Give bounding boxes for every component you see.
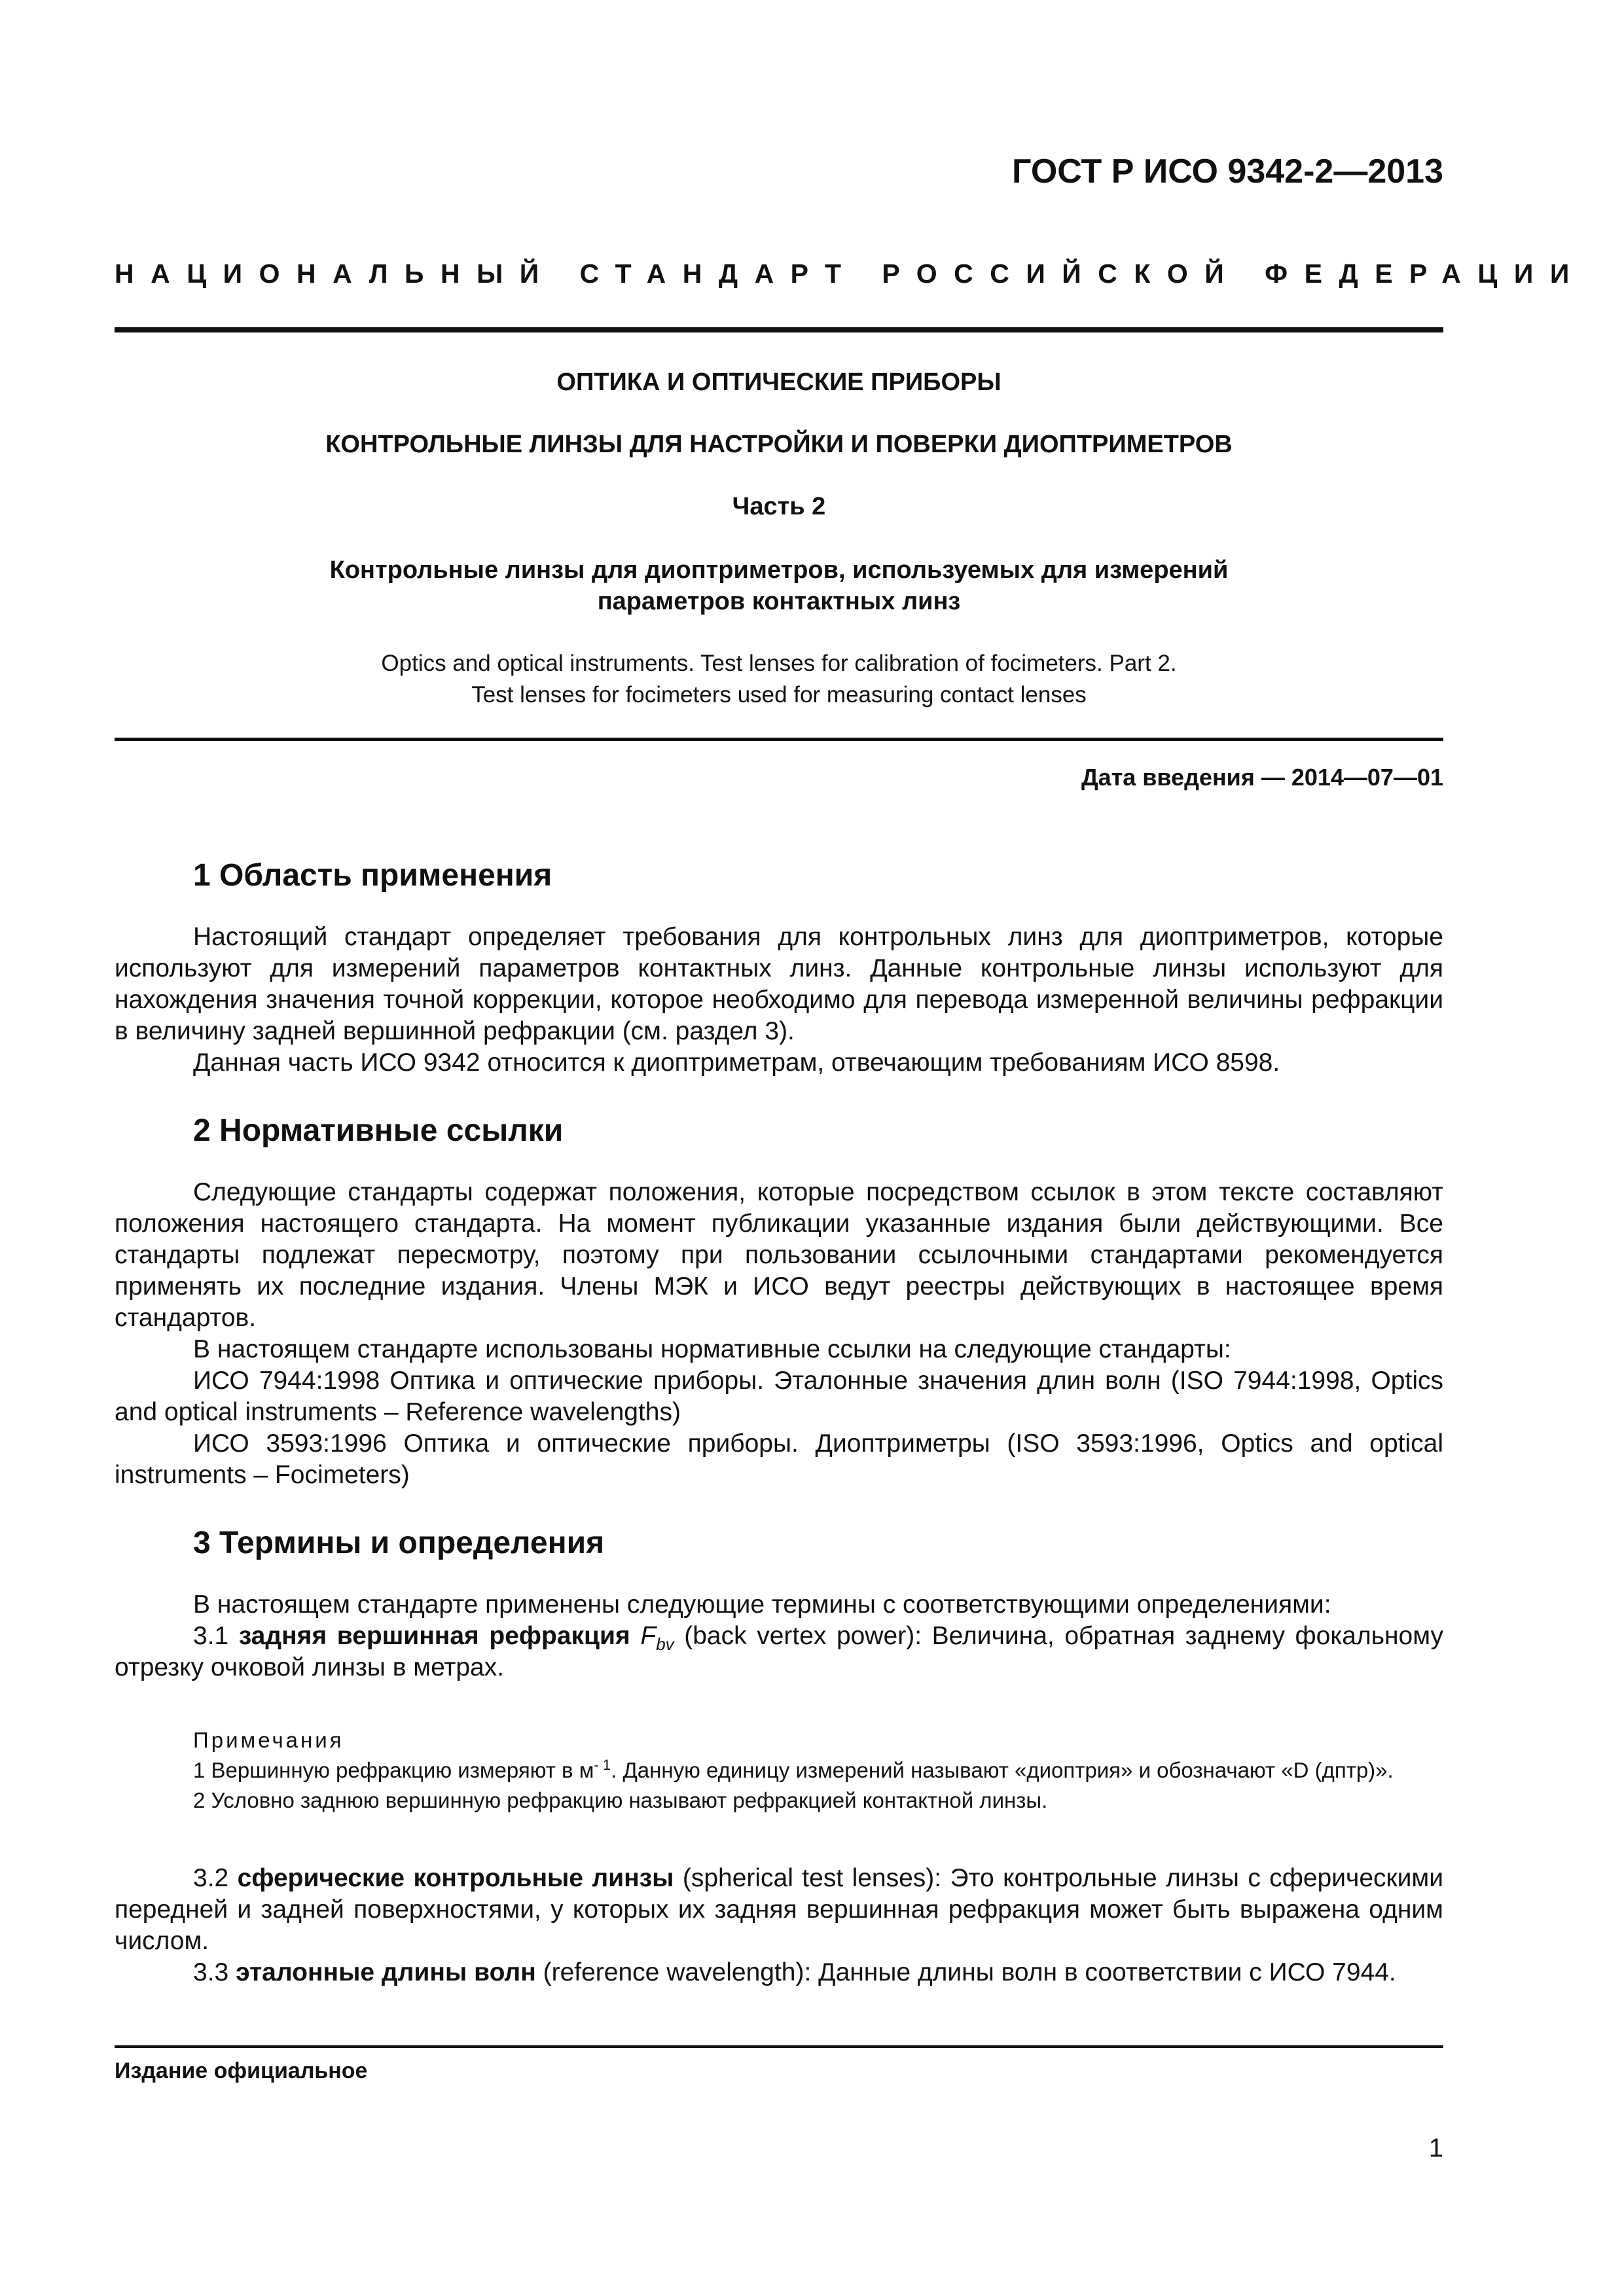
section-3-intro: В настоящем стандарте применены следующие термины с соответствующими определениями:: [193, 1590, 1331, 1619]
section-1-paragraph: Данная часть ИСО 9342 относится к диоптриметрам, отвечающим требованиям ИСО 8598.: [193, 1049, 1280, 1077]
section-1-body: [115, 922, 1443, 1079]
national-standard-banner: НАЦИОНАЛЬНЫЙ СТАНДАРТ РОССИЙСКОЙ ФЕДЕРАЦИИ: [115, 259, 1586, 289]
document-number: ГОСТ Р ИСО 9342-2—2013: [1012, 152, 1443, 190]
section-2-body: [115, 1177, 1443, 1491]
section-3-terms-continued: [115, 1863, 1443, 1988]
notes-heading: Примечания: [193, 1728, 344, 1752]
english-title-line-2: Test lenses for focimeters used for measuring contact lenses: [471, 682, 1087, 708]
header-divider: [115, 327, 1443, 332]
page-number: 1: [1428, 2134, 1443, 2162]
date-of-introduction: Дата введения — 2014—07—01: [1081, 764, 1443, 791]
note-2: 2 Условно заднюю вершинную рефракцию называют рефракцией контактной линзы.: [193, 1788, 1048, 1812]
note-1: 1 Вершинную рефракцию измеряют в $м^{- 1}$. Данную единицу измерений называют «диоптрия» и обозначают «D (дптр)».: [193, 1757, 1394, 1782]
term-3-1-name: задняя вершинная рефракция: [238, 1622, 630, 1650]
section-1-paragraph: Настоящий стандарт определяет требования для контрольных линз для диоптриметров, которые используют для измерений параметров контактных линз. Данные контрольные линзы используют для нахождения значения точной коррекции, которое необходимо для перевода измеренной величины рефракции в величину задней вершинной рефракции (см. раздел 3).: [115, 923, 1443, 1045]
notes-block: [115, 1725, 1443, 1816]
section-3-heading: 3 Термины и определения: [193, 1526, 605, 1560]
footer-divider: [115, 2045, 1443, 2048]
term-3-1: [115, 1621, 1443, 1683]
section-3-body: [115, 1589, 1443, 1683]
title-line-1: ОПТИКА И ОПТИЧЕСКИЕ ПРИБОРЫ: [556, 368, 1001, 396]
term-3-1-number: 3.1: [193, 1622, 229, 1650]
section-2-reference: ИСО 7944:1998 Оптика и оптические приборы. Эталонные значения длин волн (ISO 7944:1998, Optics and optical instruments – Reference wavelengths): [115, 1367, 1443, 1426]
term-3-1-symbol: $F_{bv}$: [640, 1622, 674, 1654]
official-edition-label: Издание официальное: [115, 2058, 368, 2083]
section-2-heading: 2 Нормативные ссылки: [193, 1113, 564, 1148]
section-2-paragraph: Следующие стандарты содержат положения, которые посредством ссылок в этом тексте составляют положения настоящего стандарта. На момент публикации указанные издания были действующими. Все стандарты подлежат пересмотру, поэтому при пользовании ссылочными стандартами рекомендуется применять их последние издания. Члены МЭК и ИСО ведут реестры действующих в настоящее время стандартов.: [115, 1178, 1443, 1332]
term-3-2: 3.2 сферические контрольные линзы (spherical test lenses): Это контрольные линзы с сферическими передней и задней поверхностями, у которых их задняя вершинная рефракция может быть выражена одним числом.: [115, 1864, 1443, 1955]
section-2-reference: ИСО 3593:1996 Оптика и оптические приборы. Диоптриметры (ISO 3593:1996, Optics and optical instruments – Focimeters): [115, 1429, 1443, 1489]
section-1-heading: 1 Область применения: [193, 858, 552, 893]
subtitle-line-2: параметров контактных линз: [597, 588, 961, 615]
subtitle-line-1: Контрольные линзы для диоптриметров, используемых для измерений: [329, 556, 1229, 584]
term-3-1-definition: (back vertex power): Величина, обратная заднему фокальному отрезку очковой линзы в метрах.: [115, 1622, 1443, 1681]
term-3-3: 3.3 эталонные длины волн (reference wavelength): Данные длины волн в соответствии с ИСО 7944.: [193, 1958, 1396, 1986]
section-2-paragraph: В настоящем стандарте использованы нормативные ссылки на следующие стандарты:: [193, 1335, 1231, 1363]
title-line-2: КОНТРОЛЬНЫЕ ЛИНЗЫ ДЛЯ НАСТРОЙКИ И ПОВЕРКИ ДИОПТРИМЕТРОВ: [325, 431, 1233, 458]
title-divider: [115, 738, 1443, 741]
english-title-line-1: Optics and optical instruments. Test lenses for calibration of focimeters. Part 2.: [381, 651, 1177, 676]
title-part: Часть 2: [732, 493, 826, 520]
